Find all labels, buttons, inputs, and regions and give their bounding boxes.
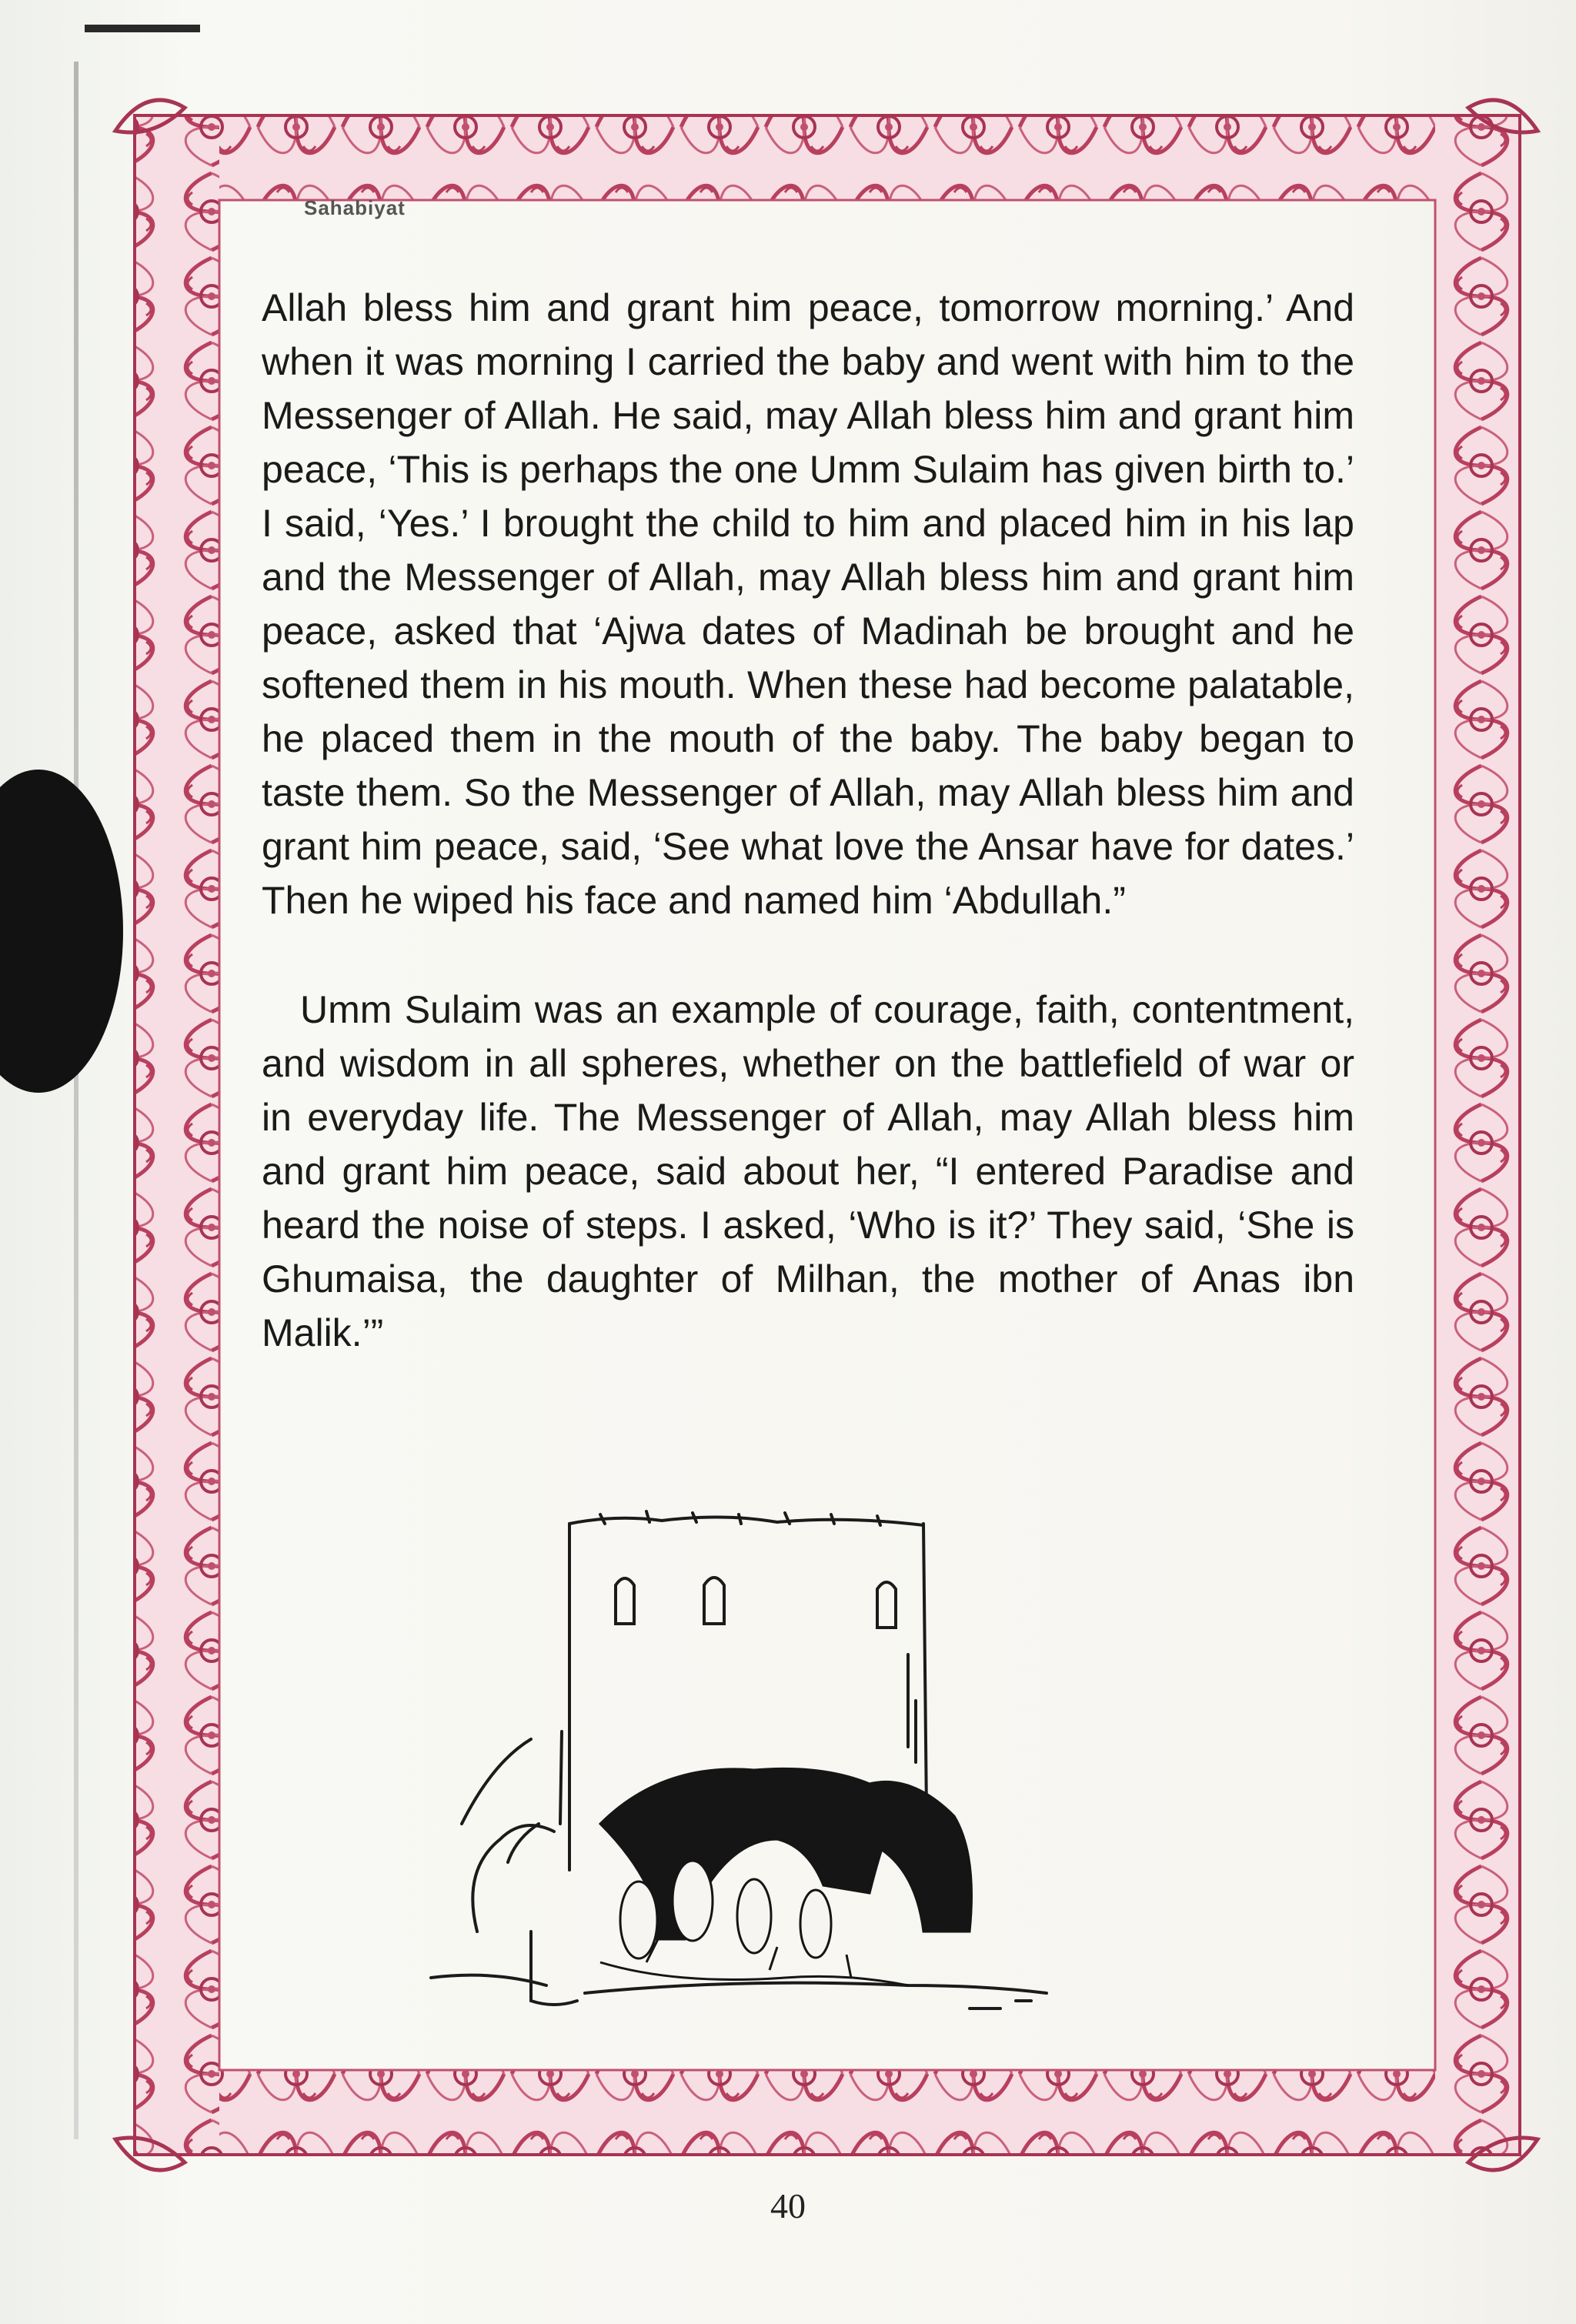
page-number: 40 [770,2186,806,2225]
paragraph-1: Allah bless him and grant him peace, tomorrow morning.’ And when it was morning I carried the baby and went with him to the Messenger of Allah. He said, may Allah bless him and grant him peace, ‘This is perhaps the one Umm Sulaim has given birth to.’ I said, ‘Yes.’ I brought the child to him and placed him in his lap and the Messenger of Allah, may Allah bless him and grant him peace, asked that ‘Ajwa dates of Madinah be brought and he softened them in his mouth. When these had become palatable, he placed them in the mouth of the baby. The baby began to taste them. So the Messenger of Allah, may Allah bless him and grant him peace, said, ‘See what love the Ansar have for dates.’ Then he wiped his face and named him ‘Abdullah.” [262,286,1354,922]
tower-and-tents-sketch-icon [416,1501,1124,2024]
body-text [262,281,1354,1360]
running-head: Sahabiyat [304,196,406,219]
paragraph-2: Umm Sulaim was an example of courage, faith, contentment, and wisdom in all spheres, whether on the battlefield of war or in everyday life. The Messenger of Allah, may Allah bless him and grant him peace, said about her, “I entered Paradise and heard the noise of steps. I asked, ‘Who is it?’ They said, ‘She is Ghumaisa, the daughter of Milhan, the mother of Anas ibn Malik.’” [262,988,1354,1354]
